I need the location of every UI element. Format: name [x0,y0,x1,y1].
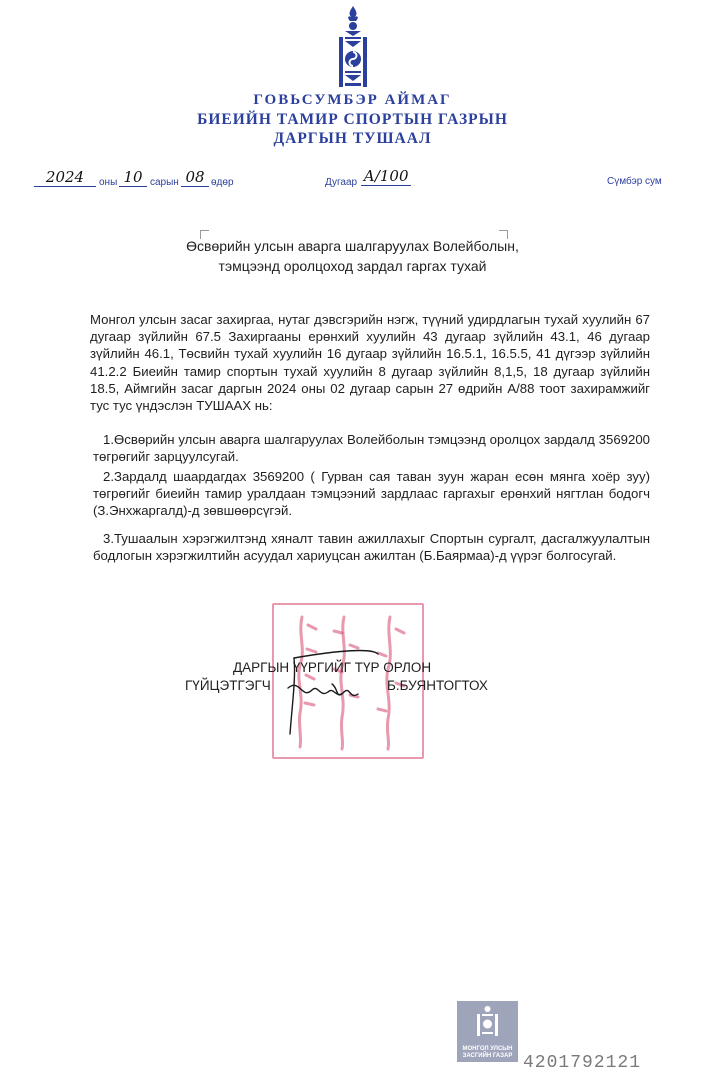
order-item-1 [93,431,650,465]
date-year: 2024 [34,168,96,187]
date-month: 10 [119,168,147,187]
order-item-3 [93,530,650,564]
document-serial-number: 4201792121 [523,1053,642,1073]
date-day: 08 [181,168,209,187]
org-name: БИЕИЙН ТАМИР СПОРТЫН ГАЗРЫН [197,111,508,128]
preamble-text: Монгол улсын засаг захиргаа, нутаг дэвсгэрийн нэгж, түүний удирдлагын тухай хуулийн 67 дугаар зүйлийн 67.5 Захиргааны ерөнхий хуулийн 43 дугаар зүйлийн 43.1, 46 дугаар зүйлийн 46.1, Төсвийн тухай хуулийн 16 дугаар зүйлийн 16.5.1, 16.5.5, 41 дүгээр зүйлийн 41.2.2 Биеийн тамир спортын тухай хуулийн 8 дугаар зүйлийн 8,1,5, 18 дугаар зүйлийн 18.5, Аймгийн засаг даргын 2024 оны 02 дугаар сарын 27 өдрийн А/88 тоот захирамжийг тус тус үндэслэн ТУШААХ нь: [90,312,650,414]
government-seal [457,1001,518,1062]
order-number-label: Дугаар [325,177,358,188]
date-day-label: өдөр [211,177,234,188]
place-name: Сүмбэр сум [607,176,662,187]
title-line-2: тэмцээнд оролцоход зардал гаргах тухай [218,258,487,274]
order-item-3-text: 3.Тушаалын хэрэгжилтэнд хяналт тавин ажиллахыг Спортын сургалт, дасгалжуулалтын бодлогын хэрэгжилтийн асуудал хариуцсан ажилтан (Б.Баярмаа)-д үүрэг болгосугай. [93,531,650,564]
date-year-label: оны [99,177,118,188]
order-item-2 [93,468,650,520]
signature-title-line1: ДАРГЫН ҮҮРГИЙГ ТҮР ОРЛОН [233,660,432,675]
government-seal-emblem-icon [457,1001,518,1041]
order-item-2-text: 2.Зардалд шаардагдах 3569200 ( Гурван сая таван зуун жаран есөн мянга хоёр зуу) төгрөгийг биеийн тамир уралдаан тэмцээний зардлаас гаргахыг ерөнхий нягтлан бодогч (З.Энхжаргалд)-д зөвшөөрсүгэй. [93,469,650,519]
preamble-paragraph [90,311,650,414]
order-title [0,236,705,276]
org-region: ГОВЬСУМБЭР АЙМАГ [253,92,452,108]
government-seal-text: МОНГОЛ УЛСЫН ЗАСГИЙН ГАЗАР [462,1046,513,1059]
order-item-1-text: 1.Өсвөрийн улсын аварга шалгаруулах Волейболын тэмцээнд оролцох зардалд 3569200 төгрөгийг зарцуулсугай. [93,432,650,465]
signature-title-line2: ГҮЙЦЭТГЭГЧ [185,678,271,693]
order-type: ДАРГЫН ТУШААЛ [273,130,432,147]
order-number: А/100 [361,167,411,186]
signatory-name: Б.БУЯНТОГТОХ [387,678,488,693]
soyombo-emblem-icon [336,4,370,90]
title-line-1: Өсвөрийн улсын аварга шалгаруулах Волейболын, [186,238,519,254]
date-month-label: сарын [150,177,179,188]
